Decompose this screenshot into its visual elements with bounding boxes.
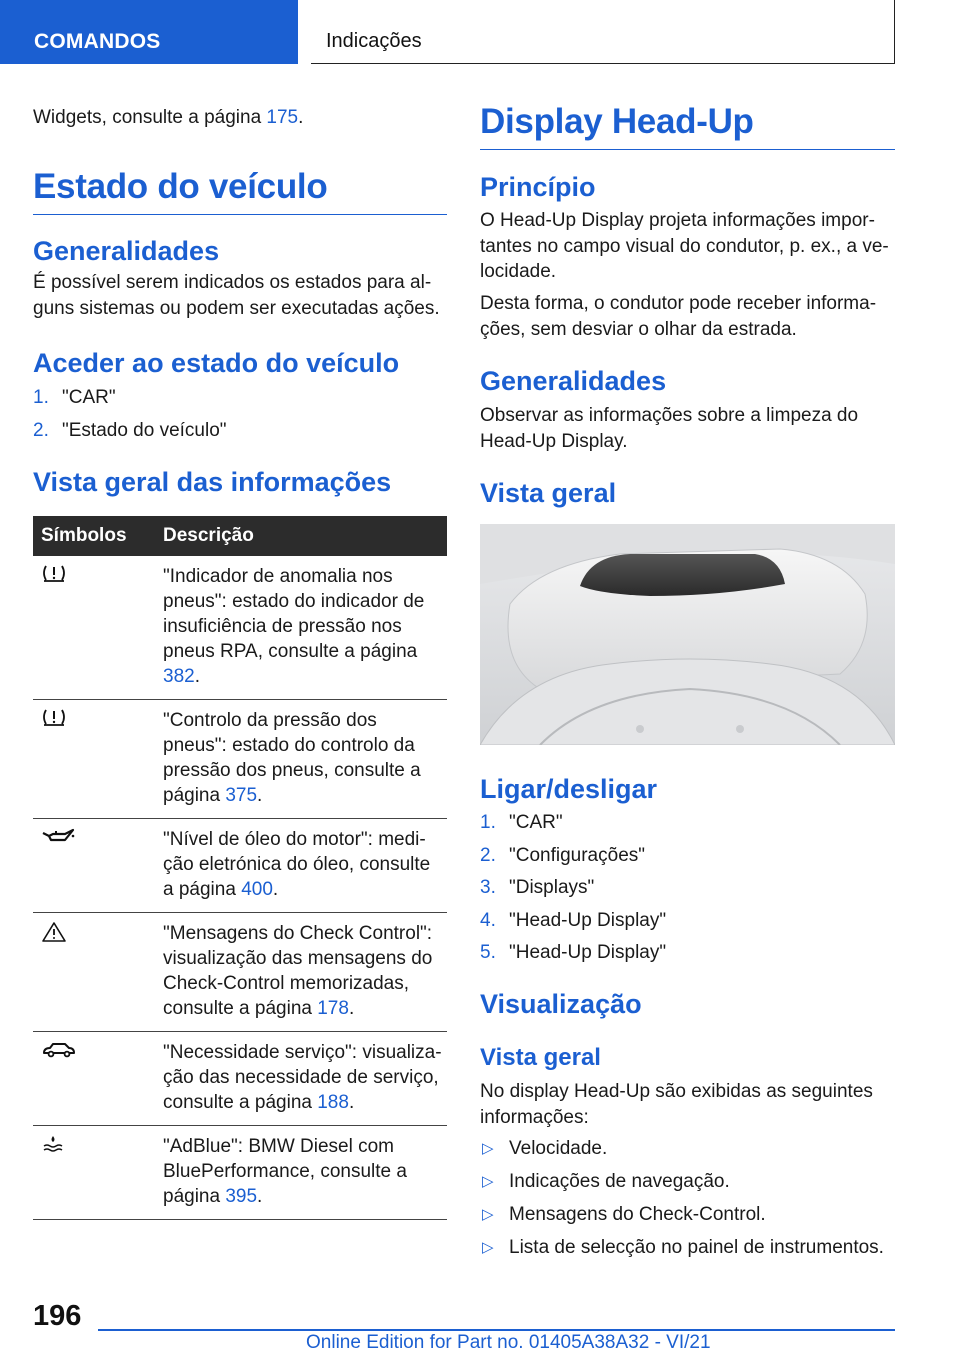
table-cell-description: "Mensagens do Check Control": visualização das mensagens do Check-Control memorizadas, consulte a página 178. <box>159 913 447 1032</box>
list-item: 3. "Displays" <box>480 877 595 898</box>
header-subsection-label: Indicações <box>326 30 422 52</box>
tire-pressure-control-icon <box>41 708 67 728</box>
bullet-triangle-icon: ▷ <box>482 1206 494 1223</box>
list-item: ▷ Mensagens do Check-Control. <box>480 1198 895 1231</box>
aceder-steps-list <box>33 382 447 447</box>
table-cell-description: "Nível de óleo do motor": medição eletrónica do óleo, consulte a página 400. <box>159 819 447 913</box>
subheading-vista-geral: Vista geral <box>480 1044 601 1071</box>
page-link-400[interactable]: 400 <box>241 879 273 900</box>
table-row <box>33 1126 447 1220</box>
list-item: ▷ Lista de selecção no painel de instrumentos. <box>480 1231 895 1264</box>
oil-can-icon <box>41 827 75 847</box>
section-title-estado <box>33 166 447 215</box>
symbols-table <box>33 516 447 1220</box>
tire-pressure-warning-icon <box>41 564 67 584</box>
table-header-symbols: Símbolos <box>33 516 159 556</box>
page-title-estado-veiculo: Estado do veículo <box>33 166 447 215</box>
heading-ligar-desligar: Ligar/desligar <box>480 774 658 804</box>
footer-divider <box>98 1329 895 1331</box>
table-cell-description: "Necessidade serviço": visualização das necessidade de serviço, consulte a página 188. <box>159 1032 447 1126</box>
principio-paragraph-2: Desta forma, o condutor pode receber informações, sem desviar o olhar da estrada. <box>480 293 877 340</box>
table-cell-description: "Controlo da pressão dos pneus": estado do controlo da pressão dos pneus, consulte a página 375. <box>159 700 447 819</box>
header-section-label: COMANDOS <box>34 30 161 53</box>
heading-visualizacao: Visualização <box>480 989 642 1019</box>
list-item: 4. "Head-Up Display" <box>480 909 667 931</box>
intro-widgets-text: Widgets, consulte a página 175. <box>33 107 304 128</box>
bullet-triangle-icon: ▷ <box>482 1173 494 1190</box>
visualizacao-bullet-list <box>480 1132 895 1264</box>
visualizacao-intro: No display Head-Up são exibidas as seguintes informações: <box>480 1081 873 1128</box>
table-row <box>33 1032 447 1126</box>
page-link-375[interactable]: 375 <box>225 785 258 806</box>
heading-generalidades-right: Generalidades <box>480 366 667 396</box>
page-link-188[interactable]: 188 <box>317 1092 349 1113</box>
heading-aceder-estado: Aceder ao estado do veículo <box>33 348 400 378</box>
heading-generalidades-left: Generalidades <box>33 236 220 266</box>
warning-triangle-icon <box>41 921 67 943</box>
header-section-tab <box>0 0 298 64</box>
ligar-steps-list <box>480 807 895 970</box>
table-row <box>33 913 447 1032</box>
generalidades-text-right: Observar as informações sobre a limpeza do Head-Up Display. <box>480 405 859 452</box>
table-row <box>33 819 447 913</box>
list-item: ▷ Indicações de navegação. <box>480 1165 895 1198</box>
table-cell-description: "Indicador de anomalia nos pneus": estado do indicador de insuficiência de pressão nos pneus RPA, consulte a página 382. <box>159 556 447 700</box>
table-row <box>33 700 447 819</box>
heading-vista-geral-informacoes: Vista geral das informações <box>33 467 392 497</box>
heading-principio: Princípio <box>480 172 596 202</box>
header-subsection-box <box>311 0 895 64</box>
list-item: 1. "CAR" <box>33 387 116 408</box>
adblue-icon <box>41 1134 65 1154</box>
footer-edition-text: Online Edition for Part no. 01405A38A32 - VI/21 <box>306 1332 711 1353</box>
page-title-display-head-up: Display Head-Up <box>480 101 895 150</box>
list-item: 5. "Head-Up Display" <box>480 942 667 963</box>
page-link-175[interactable]: 175 <box>266 107 299 128</box>
bullet-triangle-icon: ▷ <box>482 1140 494 1157</box>
list-item: 2. "Configurações" <box>480 844 646 866</box>
page-link-395[interactable]: 395 <box>225 1186 258 1207</box>
page-number: 196 <box>33 1300 82 1332</box>
table-header-row <box>33 516 447 556</box>
table-header-description: Descrição <box>159 516 447 556</box>
bullet-triangle-icon: ▷ <box>482 1239 494 1256</box>
table-row <box>33 556 447 700</box>
list-item: ▷ Velocidade. <box>480 1132 895 1165</box>
service-car-icon <box>41 1040 77 1060</box>
hud-dashboard-photo <box>480 524 895 745</box>
page-link-178[interactable]: 178 <box>317 998 349 1019</box>
heading-vista-geral-hud: Vista geral <box>480 478 617 508</box>
list-item: 2. "Estado do veículo" <box>33 419 227 441</box>
generalidades-text-left: É possível serem indicados os estados para alguns sistemas ou podem ser executadas ações. <box>33 272 440 319</box>
table-cell-description: "AdBlue": BMW Diesel com BluePerformance, consulte a página 395. <box>159 1126 447 1220</box>
principio-paragraph-1: O Head-Up Display projeta informações importantes no campo visual do condutor, p. ex., a velocidade. <box>480 210 889 282</box>
list-item: 1. "CAR" <box>480 812 563 833</box>
page-link-382[interactable]: 382 <box>163 666 195 687</box>
section-title-hud <box>480 101 895 150</box>
